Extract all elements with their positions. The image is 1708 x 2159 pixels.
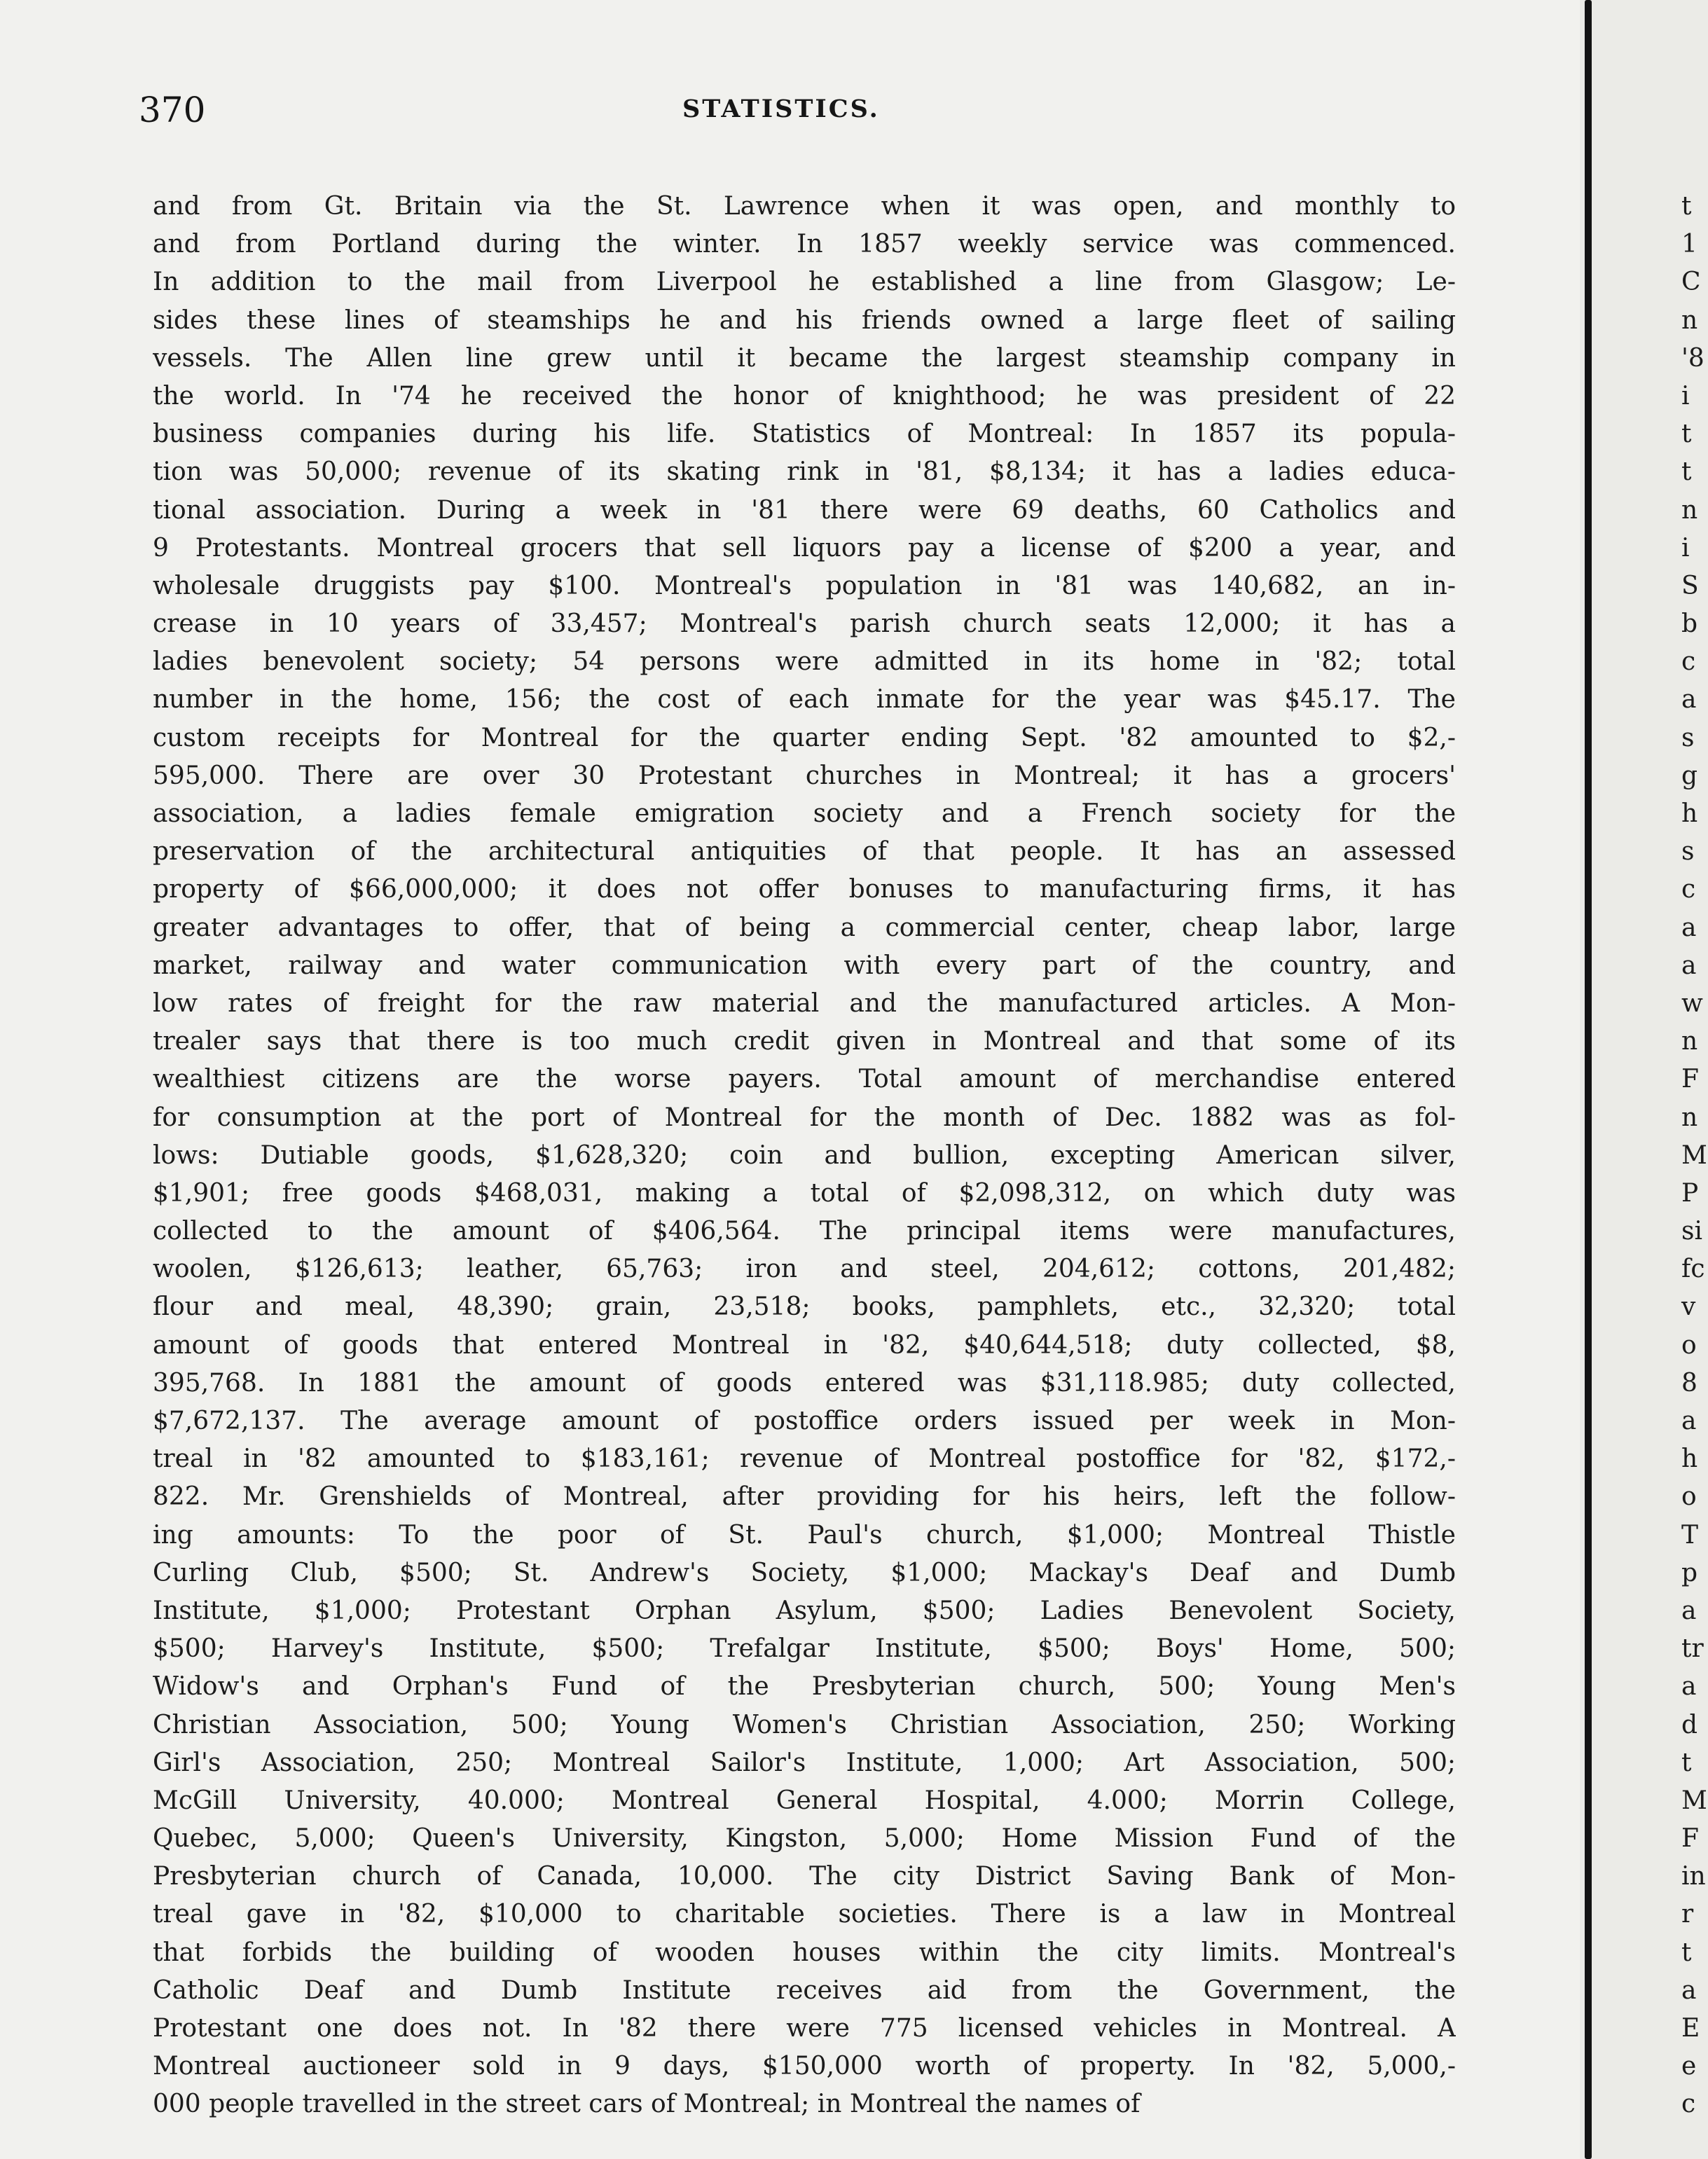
text-line: 395,768. In 1881 the amount of goods entered was $31,118.985; duty collected, xyxy=(153,1368,1456,1398)
text-line: crease in 10 years of 33,457; Montreal's parish church seats 12,000; it has a xyxy=(153,609,1456,639)
text-line: Catholic Deaf and Dumb Institute receives aid from the Government, the xyxy=(153,1975,1456,2005)
facing-page-fragment: '8 xyxy=(1681,343,1704,373)
text-line: market, railway and water communication with every part of the country, and xyxy=(153,951,1456,980)
facing-page-fragment: n xyxy=(1681,1103,1698,1132)
text-line: In addition to the mail from Liverpool he established a line from Glasgow; Le- xyxy=(153,268,1456,297)
facing-page-edge xyxy=(1681,188,1708,2124)
facing-page-fragment: F xyxy=(1681,1824,1699,1854)
text-line: Curling Club, $500; St. Andrew's Society, $1,000; Mackay's Deaf and Dumb xyxy=(153,1558,1456,1587)
facing-page-fragment: 1 xyxy=(1681,230,1697,259)
facing-page-fragment: h xyxy=(1681,799,1698,828)
facing-page-fragment: o xyxy=(1681,1330,1697,1360)
text-line: sides these lines of steamships he and his friends owned a large fleet of sailing xyxy=(153,305,1456,335)
facing-page-fragment: c xyxy=(1681,2090,1696,2119)
facing-page-fragment: t xyxy=(1681,192,1692,221)
text-line: vessels. The Allen line grew until it became the largest steamship company in xyxy=(153,343,1456,373)
facing-page-fragment: E xyxy=(1681,2014,1700,2043)
text-line: collected to the amount of $406,564. The principal items were manufactures, xyxy=(153,1217,1456,1246)
facing-page-fragment: in xyxy=(1681,1862,1706,1891)
facing-page-fragment: a xyxy=(1681,1596,1697,1625)
facing-page-fragment: 8 xyxy=(1681,1368,1697,1398)
facing-page-fragment: t xyxy=(1681,457,1692,487)
text-line: 595,000. There are over 30 Protestant churches in Montreal; it has a grocers' xyxy=(153,761,1456,790)
text-line: custom receipts for Montreal for the quarter ending Sept. '82 amounted to $2,- xyxy=(153,723,1456,752)
facing-page-fragment: tr xyxy=(1681,1634,1704,1664)
facing-page-fragment: t xyxy=(1681,1748,1692,1777)
facing-page-fragment: t xyxy=(1681,420,1692,449)
text-line: and from Portland during the winter. In 1857 weekly service was commenced. xyxy=(153,230,1456,259)
facing-page-fragment: e xyxy=(1681,2052,1697,2081)
text-line: business companies during his life. Statistics of Montreal: In 1857 its popula- xyxy=(153,420,1456,449)
text-line: Quebec, 5,000; Queen's University, Kingston, 5,000; Home Mission Fund of the xyxy=(153,1824,1456,1854)
facing-page-fragment: c xyxy=(1681,647,1696,677)
text-line: number in the home, 156; the cost of each inmate for the year was $45.17. The xyxy=(153,685,1456,715)
page-number: 370 xyxy=(139,90,206,130)
facing-page-fragment: C xyxy=(1681,268,1701,297)
facing-page-fragment: S xyxy=(1681,571,1699,600)
text-line: treal gave in '82, $10,000 to charitable societies. There is a law in Montreal xyxy=(153,1900,1456,1929)
text-line: Widow's and Orphan's Fund of the Presbyterian church, 500; Young Men's xyxy=(153,1672,1456,1702)
text-line: amount of goods that entered Montreal in '82, $40,644,518; duty collected, $8, xyxy=(153,1330,1456,1360)
text-line: Presbyterian church of Canada, 10,000. The city District Saving Bank of Mon- xyxy=(153,1862,1456,1891)
facing-page-fragment: i xyxy=(1681,533,1690,563)
text-line: property of $66,000,000; it does not offer bonuses to manufacturing firms, it has xyxy=(153,875,1456,904)
facing-page-fragment: c xyxy=(1681,875,1696,904)
text-line: McGill University, 40.000; Montreal General Hospital, 4.000; Morrin College, xyxy=(153,1786,1456,1815)
text-line: wealthiest citizens are the worse payers. Total amount of merchandise entered xyxy=(153,1065,1456,1094)
text-line: Montreal auctioneer sold in 9 days, $150,000 worth of property. In '82, 5,000,- xyxy=(153,2052,1456,2081)
text-line: Protestant one does not. In '82 there were 775 licensed vehicles in Montreal. A xyxy=(153,2014,1456,2043)
facing-page-fragment: d xyxy=(1681,1710,1698,1739)
text-line: Institute, $1,000; Protestant Orphan Asylum, $500; Ladies Benevolent Society, xyxy=(153,1596,1456,1625)
text-line: tional association. During a week in '81 there were 69 deaths, 60 Catholics and xyxy=(153,495,1456,525)
running-head: STATISTICS. xyxy=(682,95,880,123)
facing-page-fragment: M xyxy=(1681,1786,1707,1815)
body-text xyxy=(153,188,1456,2124)
facing-page-fragment: a xyxy=(1681,913,1697,942)
facing-page-fragment: fc xyxy=(1681,1255,1705,1284)
facing-page-fragment: F xyxy=(1681,1065,1699,1094)
text-line: $7,672,137. The average amount of postoffice orders issued per week in Mon- xyxy=(153,1407,1456,1435)
text-line: and from Gt. Britain via the St. Lawrence when it was open, and monthly to xyxy=(153,192,1456,221)
facing-page-fragment: n xyxy=(1681,495,1698,525)
text-line: 9 Protestants. Montreal grocers that sell liquors pay a license of $200 a year, and xyxy=(153,533,1456,563)
facing-page-fragment: si xyxy=(1681,1217,1702,1246)
facing-page-fragment: M xyxy=(1681,1140,1707,1170)
text-line: $1,901; free goods $468,031, making a total of $2,098,312, on which duty was xyxy=(153,1178,1456,1208)
text-line: Girl's Association, 250; Montreal Sailor's Institute, 1,000; Art Association, 500; xyxy=(153,1748,1456,1777)
text-line: preservation of the architectural antiquities of that people. It has an assessed xyxy=(153,837,1456,867)
facing-page-fragment: a xyxy=(1681,951,1697,980)
text-line: 000 people travelled in the street cars of Montreal; in Montreal the names of xyxy=(153,2090,1141,2119)
facing-page-fragment: h xyxy=(1681,1444,1698,1474)
facing-page-fragment: w xyxy=(1681,988,1703,1018)
facing-page-fragment: p xyxy=(1681,1558,1698,1587)
text-line: trealer says that there is too much credit given in Montreal and that some of its xyxy=(153,1027,1456,1056)
facing-page-fragment: P xyxy=(1681,1178,1699,1208)
facing-page-fragment: o xyxy=(1681,1482,1697,1512)
text-line: that forbids the building of wooden houses within the city limits. Montreal's xyxy=(153,1938,1456,1967)
text-line: greater advantages to offer, that of being a commercial center, cheap labor, large xyxy=(153,913,1456,942)
text-line: 822. Mr. Grenshields of Montreal, after providing for his heirs, left the follow- xyxy=(153,1482,1456,1512)
facing-page-fragment: g xyxy=(1681,761,1698,790)
text-line: for consumption at the port of Montreal for the month of Dec. 1882 was as fol- xyxy=(153,1103,1456,1132)
text-line: flour and meal, 48,390; grain, 23,518; books, pamphlets, etc., 32,320; total xyxy=(153,1292,1456,1322)
facing-page-fragment: n xyxy=(1681,1027,1698,1056)
facing-page-fragment: a xyxy=(1681,1672,1697,1702)
text-line: ladies benevolent society; 54 persons were admitted in its home in '82; total xyxy=(153,647,1456,677)
facing-page-fragment: s xyxy=(1681,723,1695,752)
facing-page-fragment: t xyxy=(1681,1938,1692,1967)
text-line: treal in '82 amounted to $183,161; revenue of Montreal postoffice for '82, $172,- xyxy=(153,1444,1456,1474)
facing-page-fragment: T xyxy=(1681,1520,1699,1550)
facing-page-fragment: a xyxy=(1681,685,1697,715)
facing-page-fragment: i xyxy=(1681,381,1690,411)
text-line: tion was 50,000; revenue of its skating rink in '81, $8,134; it has a ladies educa- xyxy=(153,457,1456,487)
text-line: ing amounts: To the poor of St. Paul's church, $1,000; Montreal Thistle xyxy=(153,1520,1456,1550)
text-line: lows: Dutiable goods, $1,628,320; coin and bullion, excepting American silver, xyxy=(153,1140,1456,1170)
facing-page-fragment: r xyxy=(1681,1900,1694,1929)
binding-edge xyxy=(1585,0,1592,2159)
text-line: $500; Harvey's Institute, $500; Trefalgar Institute, $500; Boys' Home, 500; xyxy=(153,1634,1456,1664)
facing-page-fragment: a xyxy=(1681,1975,1697,2005)
text-line: woolen, $126,613; leather, 65,763; iron and steel, 204,612; cottons, 201,482; xyxy=(153,1255,1456,1284)
text-line: the world. In '74 he received the honor of knighthood; he was president of 22 xyxy=(153,381,1456,411)
facing-page-fragment: a xyxy=(1681,1407,1697,1435)
facing-page-fragment: s xyxy=(1681,837,1695,867)
text-line: low rates of freight for the raw material and the manufactured articles. A Mon- xyxy=(153,988,1456,1018)
facing-page-fragment: n xyxy=(1681,305,1698,335)
text-line: association, a ladies female emigration society and a French society for the xyxy=(153,799,1456,828)
text-line: Christian Association, 500; Young Women's Christian Association, 250; Working xyxy=(153,1710,1456,1739)
facing-page-fragment: b xyxy=(1681,609,1698,639)
text-line: wholesale druggists pay $100. Montreal's population in '81 was 140,682, an in- xyxy=(153,571,1456,600)
facing-page-fragment: v xyxy=(1681,1292,1696,1322)
